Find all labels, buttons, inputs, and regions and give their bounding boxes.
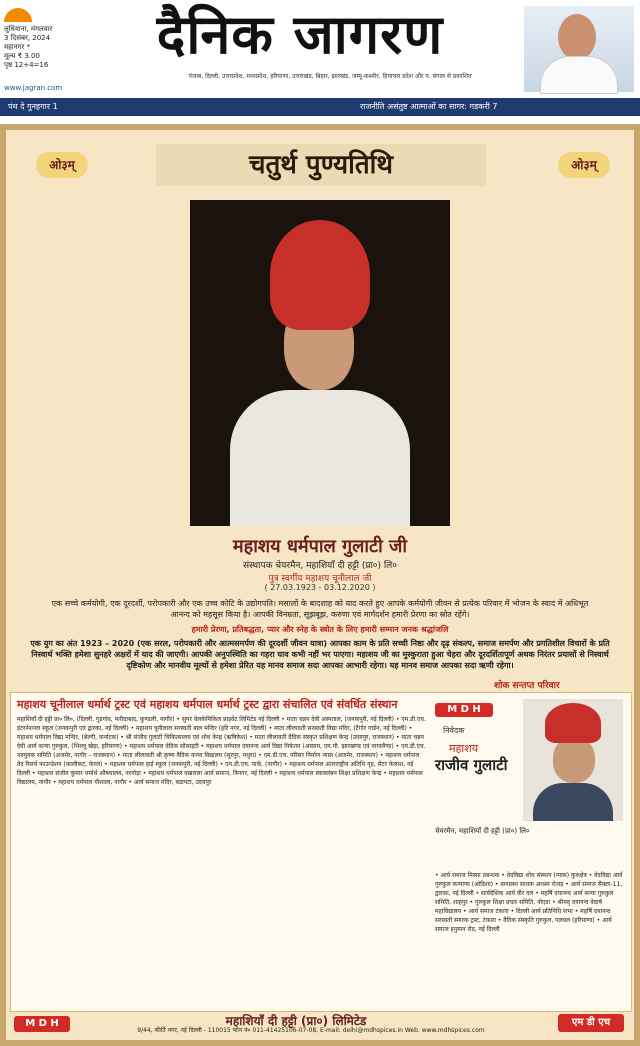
portrait-turban [270,220,370,330]
page-count: पृष्ठ 12+4=16 [4,61,49,69]
trust-institution-list: महाशियाँ दी हट्टी प्रा० लि०, (दिल्ली, गुड़गांव, फरीदाबाद, कुण्डली, नागौर) • सुपर वेलकेमिकिल प्राइवेट लिमिटेड नई दिल्ली • माता चन्नन देवी अस्पताल, (जनकपुरी, नई दिल्ली) • एम.डी.एच. इंटरनेशनल स्कूल (जनकपुरी एवं द्वारका, नई दिल्ली) • महाशय चूनीलाल सरस्वती बाल मन्दिर (हरि नगर, नई दिल्ली) • माता लीलावती सरस्वती विद्या मंदिर, (टैगोर गार्डन, नई दिल्ली) • महाशय धर्मपाल विद्या मन्दिर, (बेल्गी, कर्नाटक) • श्री संजीव गुलाटी चिकित्सालय एवं शोध केन्द्र (ऋषिकेश) • माता लीलावती वैदिक संस्कृत प्रशिक्षण केन्द्र (उदयपुर, राजस्थान) • माता चन्नन देवी आर्य कन्या गुरुकुल, (भिल्लू खेड़ा, हरियाणा) • महाशय धर्मपाल वेदिक सोसाइटी • महाशय धर्मपाल दयानन्द आर्य विद्या निकेतन (आसाम, एम.पी. झारखण्ड एवं नागालैण्ड) • एम.डी.एच. नवयुवक समिति (अजमेर, नागौर – राजस्थान) • माता लीलावती श्री कृष्ण वैदिक कन्या विद्यालय (सुरपुर, मथुरा) • एम.डी.एच. परिसर निर्माण न्यास (अजमेर, राजस्थान) • महाशय धर्मपाल वेद रिसर्च फाउन्डेशन (कालीकट, केरल) • महाशय धर्मपाल हाई स्कूल (जनकपुरी, नई दिल्ली) • एम.डी.एच. पार्क, (नागौर) • महाशय धर्मपाल अंतरराष्ट्रीय अतिथि गृह, सेंटर केलाश, नई दिल्ली • महाशय संजीव कुमार धर्मार्थ औषधालय, नरनोड़ा • महाशय धर्मपाल वखराला आर्य समाज, त्रिनगर, नई दिल्ली • महाशय धर्मपाल स्वावलंबन शिक्षा प्रशिक्षण केन्द्र • महाशय धर्मपाल विद्यालय, नागौर • महाशय धर्मपाल गौशाला, नागौर • आर्य समाज मंदिर, बडापटा, उदयपुर [17,716,426,786]
requester-face [553,737,595,783]
tribute-paragraph-2: हमारी प्रेरणा, प्रतिबद्धता, प्यार और स्नेह के स्त्रोत के लिए हमारी सम्मान जनक श्रद्धांजलि [191,625,449,634]
issue-date: 3 दिसंबर, 2024 [4,34,51,42]
trust-institution-list-2: • आर्य समाज मिस्सा प्रबन्धक • वेदविद्या शोध संस्थान (न्यास) कुरुक्षेत्र • वेदविद्या आर्य गुरुकुल कन्याणा (ओडिशा) • वानप्रस्थ साधक आश्रम रोजड़ • आर्य समाज सैक्टर-11, द्वारका, नई दिल्ली • सार्वदेशिक आर्य वीर दल • महर्षि दयानन्द आर्य कन्या गुरुकुल समिति, शाहपुर • गुरुकुल शिक्षा प्रचार समिति, नोएडा • श्रीमद् दयानन्द वेदार्ष महाविद्यालय • आर्य समाज टंकारा • दिल्ली आर्य प्रतिनिधि सभा • महर्षि दयानन्द सरस्वती स्मारक ट्रस्ट, टंकारा • वैदिक संस्कृति गुरुकुल, पलवल (हरियाणा) • आर्य समाज हनुमान रोड, नई दिल्ली [435,872,623,933]
news-link-right[interactable]: राजनीति असंतुष्ट आत्माओं का सागर: गडकरी 7 [360,102,498,111]
tribute-paragraph-1: एक सच्चे कर्मयोगी, एक दूरदर्शी, परोपकारी और एक उच्च कोटि के उद्योगपति। मसालों के बादशाह को याद करते हुए आपके कर्मयोगी जीवन से प्रत्येक परिवार में भोजन के स्वाद में अधिभूत आनन्द को महसूस किया है। आपकी विनम्रता, सूझबूझ, करुणा एवं मार्गदर्शन हमारी प्रेरणा का स्रोत रहेंगे। [51,599,589,619]
regions-line: पंजाब, दिल्ली, उत्तरप्रदेश, मध्यप्रदेश, हरियाणा, उत्तराखंड, बिहार, झारखंड, जम्मू-कश्मीर, हिमाचल प्रदेश और प. बंगाल से प्रकाशित [188,73,472,80]
newspaper-title: दैनिक जागरण [156,3,444,66]
news-link-left[interactable]: पंथ दे गुनहगार 1 [8,102,58,111]
website-link[interactable]: www.jagran.com [4,84,63,92]
requester-turban [545,703,601,743]
tribute-paragraph-3: एक युग का अंत 1923 – 2020 (एक सरल, परोपकारी और आत्मसमर्पण की दूरदर्शी जीवन यात्रा) आपका काम के प्रति सच्ची निष्ठा और दृढ़ संकल्प, समाज समर्पण और प्रगतिशील विचारों के प्रति निस्वार्थ भक्ति हमेशा सुनहरे अक्षरों में याद की जाएगी। आपकी अनुपस्थिति का गहरा घाव कभी नहीं भर पाएगा। महाशय जी का मुस्कुराता हुआ चेहरा और दूरदर्शितापूर्ण अथक निरंतर प्रयासों से निस्वार्थ दृष्टिकोण और मानवीय मूल्यों से हमेशा प्रेरित यह मानव समाज सदा आपका आभारी रहेगा। यह मानव समाज आपका सदा ऋणी रहेगा। [30,639,610,670]
trust-heading: महाशय चूनीलाल धर्मार्थ ट्रस्ट एवं महाशय धर्मपाल धर्मार्थ ट्रस्ट द्वारा संचालित एवं संवर्धित संस्थान [17,698,398,711]
requester-coat [533,783,613,821]
trust-institutions-box [10,692,632,1012]
memorial-advertisement [0,124,640,1046]
masthead [0,0,640,98]
grieving-family: शोक सन्तप्त परिवार [494,681,560,691]
company-address: 9/44, कीर्ति नगर, नई दिल्ली - 110015 फोन नं० 011-41425106-07-08, E-mail: delhi@mdhspices.in Web. www.mdhspices.com [137,1027,485,1034]
banner-title: चतुर्थ पुण्यतिथि [156,144,486,186]
edition-name: महानगर * [4,43,31,51]
top-news-bar [0,98,640,116]
portrait-photo [190,200,450,526]
nivedak-label: निवेदक [443,726,465,735]
price: मूल्य ₹ 3.00 [4,52,40,60]
edition-info [4,8,94,70]
portrait-head [558,14,596,60]
jagran-logo-icon [4,8,32,22]
mdh-logo: M D H [435,703,493,717]
ad-panel [6,130,634,1040]
portrait-body [540,56,618,94]
requester-designation: चेयरमैन, महाशियाँ दी हट्टी (प्रा०) लि० [435,827,530,835]
om-emblem-left: ओ३म् [36,152,88,178]
honoree-name: महाशय धर्मपाल गुलाटी जी [232,536,408,557]
son-of: पुत्र स्वर्गीय महाशय चूनीलाल जी [268,574,372,584]
company-name: महाशियाँ दी हट्टी (प्रा०) लिमिटेड [225,1014,367,1028]
ad-footer [10,1012,630,1036]
requester-photo [523,699,623,821]
mdh-hindi-logo: एम डी एच [558,1014,624,1032]
requester-name: राजीव गुलाटी [435,756,508,774]
mdh-footer-logo: M D H [14,1016,70,1032]
life-dates: ( 27.03.1923 - 03.12.2020 ) [264,583,376,592]
gadkari-photo [524,6,634,92]
mahashay-label: महाशय [449,742,479,755]
portrait-coat [230,390,410,526]
om-emblem-right: ओ३म् [558,152,610,178]
designation: संस्थापक चेयरमैन, महाशियाँ दी हट्टी (प्रा०) लि० [243,561,397,571]
city-day: लुधियाना, मंगलवार [4,25,53,33]
